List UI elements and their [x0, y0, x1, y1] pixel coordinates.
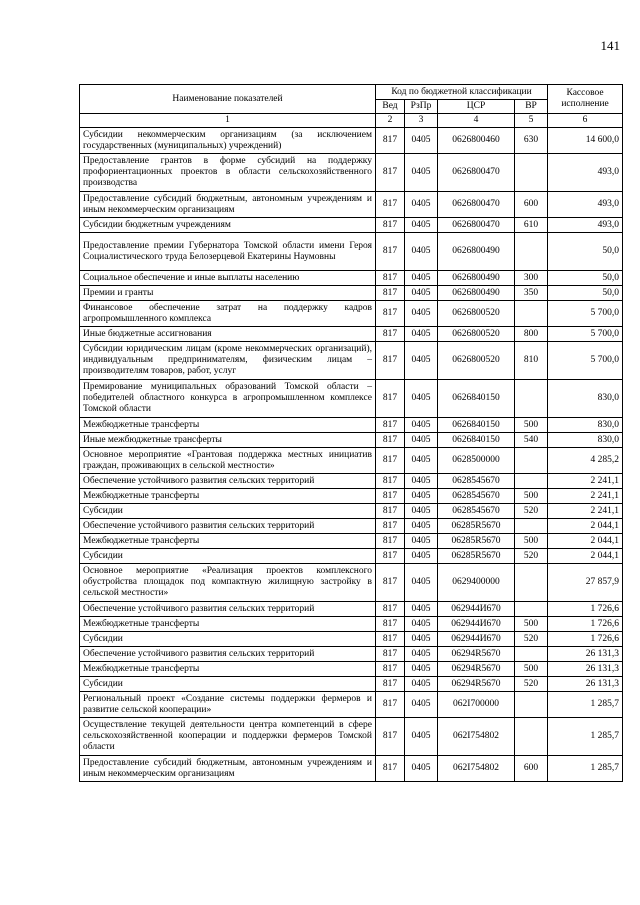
table-row [80, 342, 623, 380]
row-rzpr: 0405 [405, 602, 438, 617]
row-sum: 5 700,0 [548, 301, 623, 327]
table-row [80, 448, 623, 474]
row-sum: 2 044,1 [548, 519, 623, 534]
row-name: Межбюджетные трансферты [80, 489, 376, 504]
row-ved: 817 [376, 218, 405, 233]
row-sum: 1 285,7 [548, 718, 623, 756]
row-ved: 817 [376, 448, 405, 474]
row-sum: 493,0 [548, 154, 623, 192]
row-rzpr: 0405 [405, 233, 438, 271]
row-vr: 300 [515, 271, 548, 286]
table-row [80, 602, 623, 617]
row-csr: 062944И670 [438, 617, 515, 632]
row-sum: 493,0 [548, 218, 623, 233]
row-ved: 817 [376, 632, 405, 647]
row-vr: 800 [515, 327, 548, 342]
row-vr [515, 301, 548, 327]
row-sum: 1 726,6 [548, 602, 623, 617]
row-rzpr: 0405 [405, 433, 438, 448]
column-number: 3 [405, 114, 438, 128]
row-csr: 0626800460 [438, 128, 515, 154]
row-sum: 26 131,3 [548, 677, 623, 692]
row-rzpr: 0405 [405, 154, 438, 192]
row-vr: 520 [515, 632, 548, 647]
row-csr: 0626800490 [438, 233, 515, 271]
row-csr: 0626800520 [438, 342, 515, 380]
column-number: 1 [80, 114, 376, 128]
row-vr: 500 [515, 534, 548, 549]
table-row [80, 474, 623, 489]
row-name: Предоставление премии Губернатора Томской области имени Героя Социалистического труда Белозерцевой Екатерины Наумовны [80, 233, 376, 271]
row-csr: 0626800470 [438, 154, 515, 192]
header-sum: Кассовое исполнение [548, 85, 623, 114]
row-csr: 06294R5670 [438, 662, 515, 677]
row-vr: 810 [515, 342, 548, 380]
row-ved: 817 [376, 662, 405, 677]
row-csr: 062I754802 [438, 756, 515, 782]
row-vr: 540 [515, 433, 548, 448]
row-vr: 600 [515, 192, 548, 218]
row-sum: 830,0 [548, 380, 623, 418]
row-rzpr: 0405 [405, 504, 438, 519]
row-rzpr: 0405 [405, 448, 438, 474]
row-rzpr: 0405 [405, 342, 438, 380]
row-sum: 1 726,6 [548, 617, 623, 632]
row-rzpr: 0405 [405, 549, 438, 564]
row-rzpr: 0405 [405, 286, 438, 301]
table-row [80, 154, 623, 192]
row-rzpr: 0405 [405, 564, 438, 602]
row-vr [515, 564, 548, 602]
row-csr: 06294R5670 [438, 677, 515, 692]
row-rzpr: 0405 [405, 418, 438, 433]
row-vr: 500 [515, 617, 548, 632]
table-row [80, 504, 623, 519]
row-rzpr: 0405 [405, 617, 438, 632]
row-ved: 817 [376, 474, 405, 489]
row-rzpr: 0405 [405, 301, 438, 327]
row-ved: 817 [376, 534, 405, 549]
row-sum: 2 044,1 [548, 549, 623, 564]
row-sum: 5 700,0 [548, 327, 623, 342]
table-row [80, 564, 623, 602]
table-row [80, 418, 623, 433]
row-name: Обеспечение устойчивого развития сельских территорий [80, 474, 376, 489]
row-ved: 817 [376, 271, 405, 286]
row-name: Субсидии [80, 504, 376, 519]
row-csr: 0626840150 [438, 418, 515, 433]
row-csr: 0626800520 [438, 301, 515, 327]
row-sum: 50,0 [548, 271, 623, 286]
row-csr: 0626800520 [438, 327, 515, 342]
table-row [80, 233, 623, 271]
row-csr: 06285R5670 [438, 534, 515, 549]
row-csr: 0626840150 [438, 380, 515, 418]
row-vr [515, 474, 548, 489]
row-csr: 0628545670 [438, 489, 515, 504]
row-name: Обеспечение устойчивого развития сельских территорий [80, 602, 376, 617]
row-rzpr: 0405 [405, 632, 438, 647]
row-ved: 817 [376, 549, 405, 564]
page-number: 141 [600, 38, 620, 53]
row-rzpr: 0405 [405, 756, 438, 782]
header-code-group: Код по бюджетной классификации [376, 85, 548, 100]
budget-table [79, 84, 623, 782]
row-rzpr: 0405 [405, 192, 438, 218]
row-rzpr: 0405 [405, 677, 438, 692]
row-rzpr: 0405 [405, 380, 438, 418]
row-sum: 5 700,0 [548, 342, 623, 380]
row-sum: 493,0 [548, 192, 623, 218]
table-row [80, 327, 623, 342]
row-csr: 0626800470 [438, 218, 515, 233]
row-rzpr: 0405 [405, 474, 438, 489]
column-number: 2 [376, 114, 405, 128]
row-sum: 50,0 [548, 233, 623, 271]
row-csr: 062I754802 [438, 718, 515, 756]
row-sum: 27 857,9 [548, 564, 623, 602]
row-vr: 600 [515, 756, 548, 782]
row-name: Социальное обеспечение и иные выплаты населению [80, 271, 376, 286]
row-rzpr: 0405 [405, 218, 438, 233]
row-rzpr: 0405 [405, 534, 438, 549]
row-csr: 06285R5670 [438, 549, 515, 564]
row-name: Субсидии бюджетным учреждениям [80, 218, 376, 233]
row-ved: 817 [376, 677, 405, 692]
row-sum: 2 241,1 [548, 504, 623, 519]
row-name: Иные межбюджетные трансферты [80, 433, 376, 448]
row-vr: 610 [515, 218, 548, 233]
row-sum: 4 285,2 [548, 448, 623, 474]
row-name: Предоставление грантов в форме субсидий на поддержку профориентационных проектов в области сельскохозяйственного производства [80, 154, 376, 192]
row-vr: 350 [515, 286, 548, 301]
column-number: 6 [548, 114, 623, 128]
row-csr: 062944И670 [438, 602, 515, 617]
row-name: Межбюджетные трансферты [80, 662, 376, 677]
row-ved: 817 [376, 418, 405, 433]
row-sum: 830,0 [548, 418, 623, 433]
column-number: 5 [515, 114, 548, 128]
header-csr: ЦСР [438, 100, 515, 114]
row-rzpr: 0405 [405, 128, 438, 154]
row-vr: 520 [515, 504, 548, 519]
row-csr: 0628545670 [438, 474, 515, 489]
row-ved: 817 [376, 433, 405, 448]
row-name: Иные бюджетные ассигнования [80, 327, 376, 342]
row-ved: 817 [376, 647, 405, 662]
table-row [80, 192, 623, 218]
row-vr [515, 233, 548, 271]
row-ved: 817 [376, 718, 405, 756]
row-ved: 817 [376, 128, 405, 154]
column-numbers-row [80, 114, 623, 128]
row-name: Предоставление субсидий бюджетным, автономным учреждениям и иным некоммерческим организациям [80, 192, 376, 218]
table-row [80, 286, 623, 301]
table-row [80, 271, 623, 286]
table-row [80, 632, 623, 647]
row-sum: 830,0 [548, 433, 623, 448]
row-ved: 817 [376, 342, 405, 380]
row-name: Финансовое обеспечение затрат на поддержку кадров агропромышленного комплекса [80, 301, 376, 327]
row-vr: 520 [515, 677, 548, 692]
row-csr: 06285R5670 [438, 519, 515, 534]
row-ved: 817 [376, 489, 405, 504]
row-ved: 817 [376, 233, 405, 271]
row-name: Основное мероприятие «Реализация проектов комплексного обустройства площадок под компактную жилищную застройку в сельской местности» [80, 564, 376, 602]
table-row [80, 662, 623, 677]
row-ved: 817 [376, 602, 405, 617]
table-row [80, 433, 623, 448]
table-row [80, 756, 623, 782]
row-rzpr: 0405 [405, 327, 438, 342]
row-name: Премии и гранты [80, 286, 376, 301]
row-ved: 817 [376, 154, 405, 192]
row-csr: 0626800490 [438, 286, 515, 301]
row-vr: 500 [515, 489, 548, 504]
row-csr: 0626800470 [438, 192, 515, 218]
row-ved: 817 [376, 286, 405, 301]
row-vr [515, 692, 548, 718]
row-name: Субсидии [80, 549, 376, 564]
row-sum: 1 726,6 [548, 632, 623, 647]
row-ved: 817 [376, 301, 405, 327]
row-name: Региональный проект «Создание системы поддержки фермеров и развитие сельской кооперации» [80, 692, 376, 718]
row-ved: 817 [376, 692, 405, 718]
row-ved: 817 [376, 519, 405, 534]
table-row [80, 718, 623, 756]
row-csr: 0629400000 [438, 564, 515, 602]
table-row [80, 617, 623, 632]
row-vr [515, 602, 548, 617]
table-row [80, 677, 623, 692]
row-ved: 817 [376, 617, 405, 632]
table-row [80, 692, 623, 718]
header-name: Наименование показателей [80, 85, 376, 114]
row-ved: 817 [376, 756, 405, 782]
row-vr [515, 380, 548, 418]
row-name: Субсидии [80, 677, 376, 692]
row-vr: 630 [515, 128, 548, 154]
row-csr: 06294R5670 [438, 647, 515, 662]
table-row [80, 534, 623, 549]
row-name: Субсидии юридическим лицам (кроме некоммерческих организаций), индивидуальным предпринимателям, физическим лицам – производителям товаров, работ, услуг [80, 342, 376, 380]
row-name: Субсидии [80, 632, 376, 647]
row-vr [515, 154, 548, 192]
row-rzpr: 0405 [405, 692, 438, 718]
table-row [80, 489, 623, 504]
row-sum: 14 600,0 [548, 128, 623, 154]
row-vr [515, 448, 548, 474]
row-name: Субсидии некоммерческим организациям (за исключением государственных (муниципальных) учреждений) [80, 128, 376, 154]
table-row [80, 380, 623, 418]
row-csr: 0626800490 [438, 271, 515, 286]
row-rzpr: 0405 [405, 271, 438, 286]
row-sum: 1 285,7 [548, 692, 623, 718]
row-name: Обеспечение устойчивого развития сельских территорий [80, 647, 376, 662]
row-vr: 500 [515, 662, 548, 677]
table-row [80, 301, 623, 327]
row-name: Межбюджетные трансферты [80, 418, 376, 433]
row-rzpr: 0405 [405, 647, 438, 662]
row-rzpr: 0405 [405, 718, 438, 756]
row-vr: 500 [515, 418, 548, 433]
row-ved: 817 [376, 327, 405, 342]
row-ved: 817 [376, 380, 405, 418]
column-number: 4 [438, 114, 515, 128]
row-name: Межбюджетные трансферты [80, 534, 376, 549]
row-sum: 50,0 [548, 286, 623, 301]
table-header [80, 85, 623, 128]
row-sum: 1 285,7 [548, 756, 623, 782]
row-name: Основное мероприятие «Грантовая поддержка местных инициатив граждан, проживающих в сельской местности» [80, 448, 376, 474]
row-rzpr: 0405 [405, 519, 438, 534]
table-row [80, 218, 623, 233]
table-row [80, 647, 623, 662]
header-vr: ВР [515, 100, 548, 114]
row-csr: 0628545670 [438, 504, 515, 519]
table-row [80, 549, 623, 564]
row-name: Осуществление текущей деятельности центра компетенций в сфере сельскохозяйственной кооперации и поддержки фермеров Томской области [80, 718, 376, 756]
row-vr [515, 519, 548, 534]
row-ved: 817 [376, 564, 405, 602]
row-rzpr: 0405 [405, 489, 438, 504]
table-row [80, 519, 623, 534]
row-csr: 062I700000 [438, 692, 515, 718]
row-csr: 0626840150 [438, 433, 515, 448]
row-csr: 062944И670 [438, 632, 515, 647]
row-sum: 26 131,3 [548, 647, 623, 662]
row-name: Межбюджетные трансферты [80, 617, 376, 632]
header-ved: Вед [376, 100, 405, 114]
row-sum: 2 241,1 [548, 489, 623, 504]
row-name: Премирование муниципальных образований Томской области – победителей областного конкурса в агропромышленном комплексе Томской области [80, 380, 376, 418]
row-sum: 26 131,3 [548, 662, 623, 677]
table-row [80, 128, 623, 154]
row-sum: 2 241,1 [548, 474, 623, 489]
row-csr: 0628500000 [438, 448, 515, 474]
row-sum: 2 044,1 [548, 534, 623, 549]
row-name: Обеспечение устойчивого развития сельских территорий [80, 519, 376, 534]
header-rzpr: РзПр [405, 100, 438, 114]
row-vr: 520 [515, 549, 548, 564]
row-vr [515, 647, 548, 662]
row-vr [515, 718, 548, 756]
row-ved: 817 [376, 504, 405, 519]
row-name: Предоставление субсидий бюджетным, автономным учреждениям и иным некоммерческим организациям [80, 756, 376, 782]
table-body [80, 128, 623, 782]
row-rzpr: 0405 [405, 662, 438, 677]
row-ved: 817 [376, 192, 405, 218]
